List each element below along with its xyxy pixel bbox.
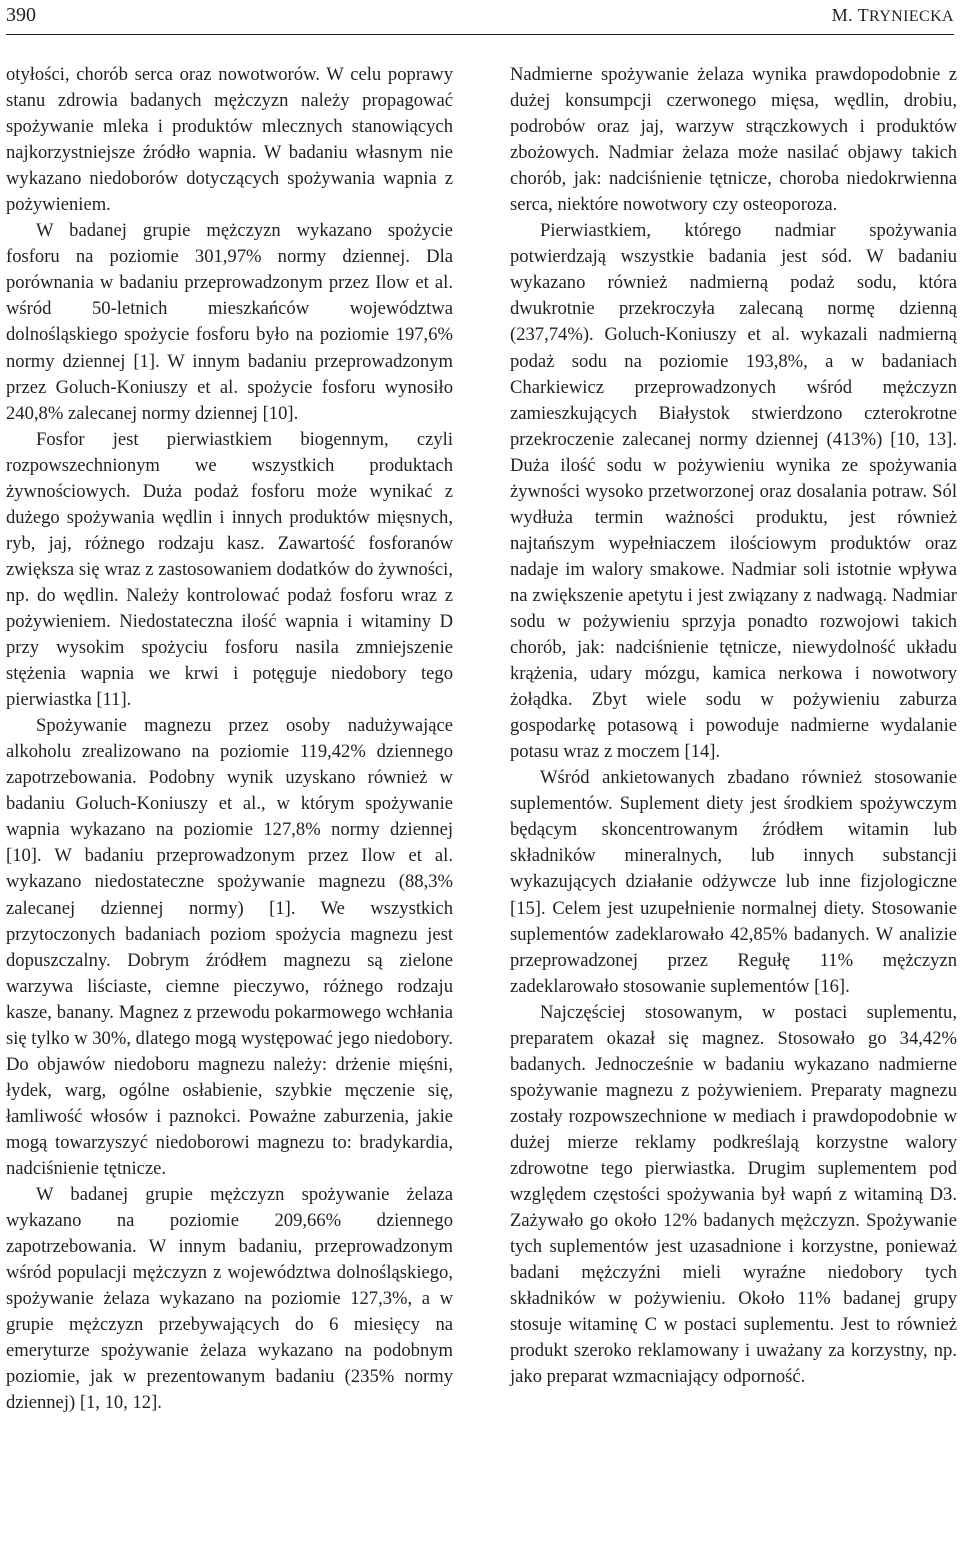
paragraph: Wśród ankietowanych zbadano również stosowanie suplementów. Suplement diety jest środkiem spożywczym będącym skoncentrowanym źródłem witamin lub składników mineralnych, lub innych substancji wykazujących działanie odżywcze lub inne fizjologiczne [15]. Celem jest uzupełnienie normalnej diety. Stosowanie suplementów zadeklarowało 42,85% badanych. W analizie przeprowadzonej przez Regułę 11% mężczyzn zadeklarowało stosowanie suplementów [16]. — [510, 767, 957, 997]
page-number: 390 — [6, 4, 36, 26]
paragraph: W badanej grupie mężczyzn spożywanie żelaza wykazano na poziomie 209,66% dziennego zapotrzebowania. W innym badaniu, przeprowadzonym wśród populacji mężczyzn z województwa dolnośląskiego, spożywanie żelaza wykazano na poziomie 127,3%, a w grupie mężczyzn przebywających do 6 miesięcy na emeryturze spożywanie żelaza wykazano na podobnym poziomie, jak w prezentowanym badaniu (235% normy dziennej) [1, 10, 12]. — [6, 1184, 453, 1414]
paragraph: Pierwiastkiem, którego nadmiar spożywania potwierdzają wszystkie badania jest sód. W badaniu wykazano również nadmierną podaż sodu, która dwukrotnie przekroczyła zalecaną normę dzienną (237,74%). Goluch-Koniuszy et al. wykazali nadmierną podaż sodu na poziomie 193,8%, a w badaniach Charkiewicz przeprowadzonych wśród mężczyzn zamieszkujących Białystok stwierdzono czterokrotne przekroczenie zalecanej normy dziennej (413%) [10, 13]. Duża ilość sodu w pożywieniu wynika ze spożywania żywności wysoko przetworzonej oraz dosalania potraw. Sól wydłuża termin ważności produktu, jest również najtańszym wypełniaczem ilościowym produktów oraz nadaje im walory smakowe. Nadmiar soli istotnie wpływa na zwiększenie apetytu i jest związany z nadwagą. Nadmiar sodu w pożywieniu sprzyja ponadto rozwojowi takich chorób, jak: nadciśnienie tętnicze, niewydolność układu krążenia, udary mózgu, kamica nerkowa i nowotwory żołądka. Zbyt wiele sodu w pożywieniu zaburza gospodarkę potasową i powoduje nadmierne wydalanie potasu wraz z moczem [14]. — [510, 220, 957, 763]
author-initial: M. T — [831, 5, 870, 25]
author-rest: RYNIECKA — [869, 8, 954, 25]
paragraph: W badanej grupie mężczyzn wykazano spożycie fosforu na poziomie 301,97% normy dziennej. Dla porównania w badaniu przeprowadzonym przez Ilow et al. wśród 50-letnich mieszkańców województwa dolnośląskiego spożycie fosforu było na poziomie 197,6% normy dziennej [1]. W innym badaniu przeprowadzonym przez Goluch-Koniuszy et al. spożycie fosforu wynosiło 240,8% zalecanej normy dziennej [10]. — [6, 220, 453, 424]
right-column — [510, 62, 957, 1390]
running-author — [832, 3, 954, 29]
paragraph: Spożywanie magnezu przez osoby nadużywające alkoholu zrealizowano na poziomie 119,42% dziennego zapotrzebowania. Podobny wynik uzyskano również w badaniu Goluch-Koniuszy et al., w którym spożywanie wapnia wykazano na poziomie 127,8% normy dziennej [10]. W badaniu przeprowadzonym przez Ilow et al. wykazano niedostateczne spożywanie magnezu (88,3% zalecanej dziennej normy) [1]. We wszystkich przytoczonych badaniach poziom spożycia magnezu jest dopuszczalny. Dobrym źródłem magnezu są zielone warzywa liściaste, ciemne pieczywo, różnego rodzaju kasze, banany. Magnez z przewodu pokarmowego wchłania się tylko w 30%, dlatego mogą występować jego niedobory. Do objawów niedoboru magnezu należy: drżenie mięśni, łydek, warg, ogólne osłabienie, szybkie męczenie się, łamliwość włosów i paznokci. Poważne zaburzenia, jakie mogą towarzyszyć niedoborowi magnezu to: bradykardia, nadciśnienie tętnicze. — [6, 715, 454, 1179]
running-header — [6, 0, 954, 35]
left-column — [6, 62, 453, 1416]
paragraph: Nadmierne spożywanie żelaza wynika prawdopodobnie z dużej konsumpcji czerwonego mięsa, wędlin, drobiu, podrobów oraz jaj, warzyw strączkowych i produktów zbożowych. Nadmiar żelaza może nasilać objawy takich chorób, jak: nadciśnienie tętnicze, choroba niedokrwienna serca, niektóre nowotwory czy osteoporoza. — [510, 64, 957, 216]
paragraph: otyłości, chorób serca oraz nowotworów. W celu poprawy stanu zdrowia badanych mężczyzn należy propagować spożywanie mleka i produktów mlecznych stanowiących najkorzystniejsze źródło wapnia. W badaniu własnym nie wykazano niedoborów dotyczących spożywania wapnia z pożywieniem. — [6, 64, 453, 216]
paragraph: Fosfor jest pierwiastkiem biogennym, czyli rozpowszechnionym we wszystkich produktach żywnościowych. Duża podaż fosforu może wynikać z dużego spożywania wędlin i innych produktów mięsnych, ryb, jaj, różnego rodzaju kasz. Zawartość fosforanów zwiększa się wraz z zastosowaniem dodatków do żywności, np. do wędlin. Należy kontrolować podaż fosforu wraz z pożywieniem. Niedostateczna ilość wapnia i witaminy D przy wysokim spożyciu fosforu nasila zmniejszenie stężenia wapnia we krwi i potęguje niedobory tego pierwiastka [11]. — [6, 428, 453, 711]
paragraph: Najczęściej stosowanym, w postaci suplementu, preparatem okazał się magnez. Stosowało go 34,42% badanych. Jednocześnie w badaniu wykazano nadmierne spożywanie magnezu z pożywieniem. Preparaty magnezu zostały rozpowszechnione w mediach i prawdopodobnie w dużej mierze reklamy podkreślają korzystne walory zdrowotne tego pierwiastka. Drugim suplementem pod względem częstości spożywania był wapń z witaminą D3. Zażywało go około 12% badanych mężczyzn. Spożywanie tych suplementów jest uzasadnione i korzystne, ponieważ badani mężczyźni mieli wyraźne niedobory tych składników w pożywieniu. Około 11% badanej grupy stosuje witaminę C w postaci suplementu. Jest to również produkt szeroko reklamowany i uważany za korzystny, np. jako preparat wzmacniający odporność. — [510, 1001, 957, 1388]
